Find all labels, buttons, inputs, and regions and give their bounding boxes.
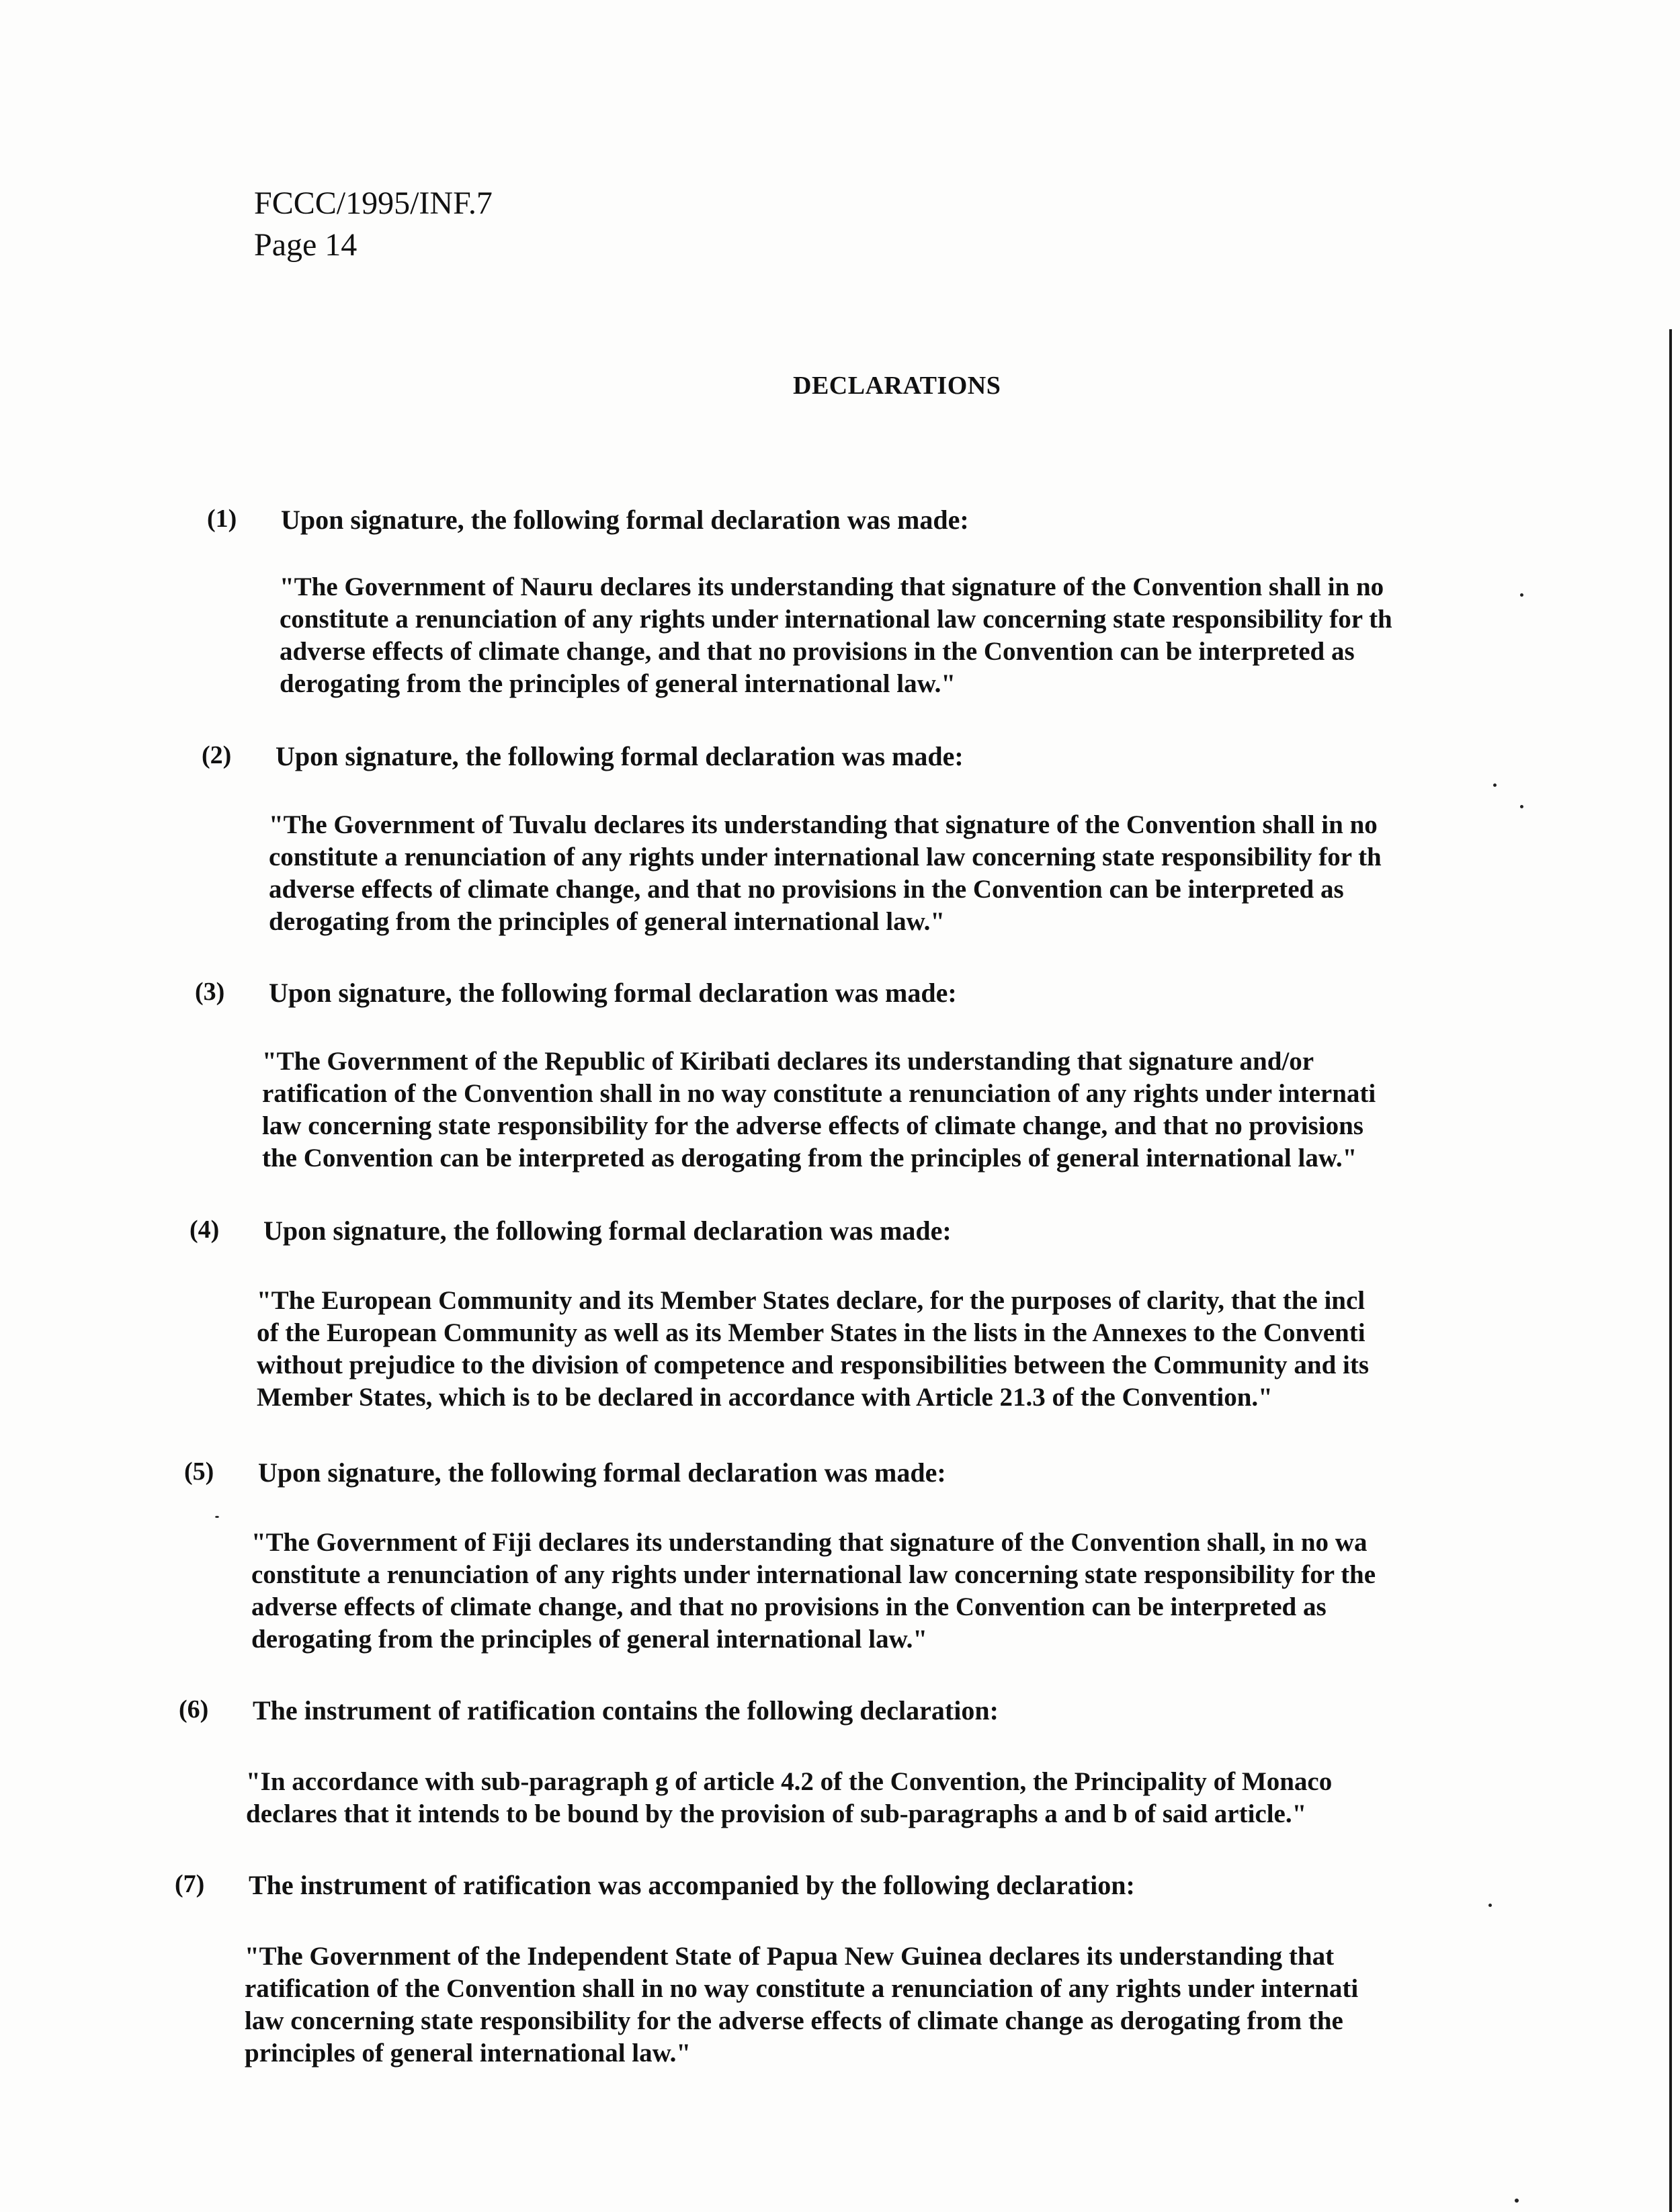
quote-line: constitute a renunciation of any rights under international law concerning state responsibility for th: [280, 605, 1392, 634]
quote-line: of the European Community as well as its Member States in the lists in the Annexes to the Conventi: [257, 1318, 1366, 1347]
quote-line: derogating from the principles of general international law.": [251, 1625, 927, 1654]
quote-line: "The Government of Fiji declares its understanding that signature of the Convention shall, in no wa: [251, 1528, 1368, 1557]
item-number: (6): [179, 1695, 209, 1724]
declaration-quote: [257, 1285, 1507, 1414]
item-lead: Upon signature, the following formal declaration was made:: [269, 978, 957, 1008]
quote-line: declares that it intends to be bound by the provision of sub-paragraphs a and b of said article.": [246, 1799, 1307, 1828]
item-lead: Upon signature, the following formal declaration was made:: [281, 505, 969, 535]
section-title: DECLARATIONS: [793, 372, 1001, 400]
item-lead: Upon signature, the following formal declaration was made:: [276, 741, 964, 771]
quote-line: derogating from the principles of general international law.": [269, 907, 945, 936]
item-number: (7): [175, 1870, 205, 1898]
declaration-quote: [280, 571, 1529, 700]
quote-line: "The Government of Tuvalu declares its understanding that signature of the Convention shall in no: [269, 810, 1378, 839]
item-number: (5): [184, 1457, 214, 1486]
document-symbol: FCCC/1995/INF.7: [254, 185, 493, 221]
quote-line: adverse effects of climate change, and that no provisions in the Convention can be interpreted as: [269, 875, 1344, 904]
declaration-quote: [262, 1046, 1512, 1175]
quote-line: Member States, which is to be declared in accordance with Article 21.3 of the Convention.": [257, 1383, 1273, 1412]
scan-edge-line: [1669, 329, 1672, 2212]
quote-line: derogating from the principles of general international law.": [280, 669, 956, 698]
quote-line: law concerning state responsibility for the adverse effects of climate change as derogating from the: [245, 2006, 1343, 2035]
quote-line: ratification of the Convention shall in no way constitute a renunciation of any rights under internati: [245, 1974, 1359, 2003]
item-number: (3): [195, 978, 225, 1006]
quote-line: "In accordance with sub-paragraph g of article 4.2 of the Convention, the Principality of Monaco: [246, 1767, 1333, 1796]
quote-line: "The Government of the Republic of Kiribati declares its understanding that signature and/or: [262, 1047, 1314, 1076]
declaration-quote: [246, 1766, 1496, 1830]
quote-line: adverse effects of climate change, and that no provisions in the Convention can be interpreted as: [251, 1592, 1327, 1621]
scan-speck: [1493, 783, 1497, 787]
quote-line: the Convention can be interpreted as derogating from the principles of general international law.": [262, 1144, 1357, 1173]
document-header: [254, 183, 493, 266]
quote-line: ratification of the Convention shall in no way constitute a renunciation of any rights under internati: [262, 1079, 1376, 1108]
quote-line: without prejudice to the division of competence and responsibilities between the Community and its: [257, 1351, 1370, 1379]
scan-speck: [1488, 1904, 1492, 1907]
declaration-quote: [269, 809, 1519, 938]
item-number: (1): [207, 505, 237, 533]
quote-line: "The European Community and its Member States declare, for the purposes of clarity, that the incl: [257, 1286, 1366, 1315]
scan-speck: [1515, 2199, 1519, 2203]
declaration-quote: [251, 1527, 1501, 1656]
quote-line: "The Government of Nauru declares its understanding that signature of the Convention shall in no: [280, 572, 1384, 601]
item-number: (4): [190, 1216, 220, 1244]
scan-speck: [1520, 593, 1523, 597]
quote-line: law concerning state responsibility for the adverse effects of climate change, and that no provisions: [262, 1111, 1363, 1140]
declaration-quote: [245, 1941, 1495, 2070]
quote-line: adverse effects of climate change, and that no provisions in the Convention can be interpreted as: [280, 637, 1355, 666]
quote-line: constitute a renunciation of any rights under international law concerning state responsibility for th: [269, 843, 1382, 871]
item-lead: The instrument of ratification was accompanied by the following declaration:: [249, 1870, 1135, 1900]
item-lead: Upon signature, the following formal declaration was made:: [263, 1216, 952, 1246]
item-lead: The instrument of ratification contains the following declaration:: [253, 1695, 999, 1726]
quote-line: "The Government of the Independent State of Papua New Guinea declares its understanding that: [245, 1942, 1335, 1971]
item-lead: Upon signature, the following formal declaration was made:: [258, 1457, 946, 1488]
scan-speck: [1520, 805, 1523, 808]
item-number: (2): [202, 741, 232, 769]
quote-line: constitute a renunciation of any rights under international law concerning state responsibility for the: [251, 1560, 1376, 1589]
scan-speck: [215, 1516, 219, 1518]
page-number: Page 14: [254, 227, 358, 263]
quote-line: principles of general international law.": [245, 2039, 691, 2068]
